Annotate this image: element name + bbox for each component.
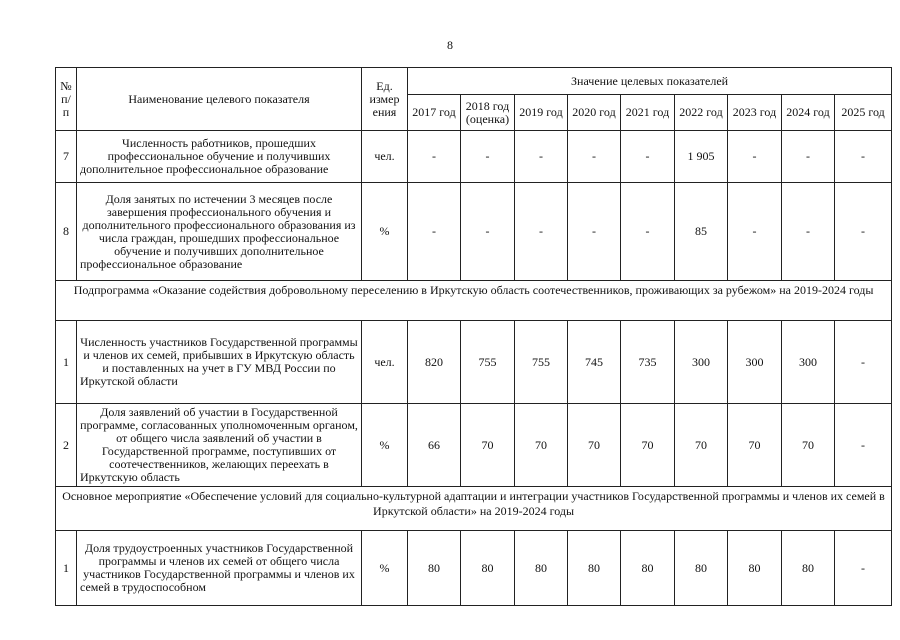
value-cell: 300: [728, 321, 782, 404]
section-title: Подпрограмма «Оказание содействия добровольному переселению в Иркутскую область соотечественников, проживающих за рубежом» на 2019-2024 годы: [56, 281, 892, 321]
value-cell: 735: [621, 321, 675, 404]
value-cell: 80: [408, 531, 461, 606]
page-number: 8: [447, 38, 453, 52]
header-year: 2025 год: [835, 95, 892, 131]
value-cell: -: [515, 131, 568, 183]
header-year: 2024 год: [782, 95, 835, 131]
value-cell: 300: [782, 321, 835, 404]
value-cell: -: [515, 183, 568, 281]
value-cell: 80: [675, 531, 728, 606]
header-year: 2017 год: [408, 95, 461, 131]
header-year: 2020 год: [568, 95, 621, 131]
value-cell: -: [621, 183, 675, 281]
value-cell: -: [408, 131, 461, 183]
header-year: 2021 год: [621, 95, 675, 131]
value-cell: -: [835, 131, 892, 183]
value-cell: 80: [782, 531, 835, 606]
value-cell: -: [568, 183, 621, 281]
value-cell: 66: [408, 404, 461, 487]
value-cell: -: [835, 321, 892, 404]
value-cell: 755: [515, 321, 568, 404]
header-name: Наименование целевого показателя: [77, 68, 362, 131]
header-year: 2019 год: [515, 95, 568, 131]
header-year: 2023 год: [728, 95, 782, 131]
value-cell: -: [782, 183, 835, 281]
target-indicators-table: [55, 67, 892, 606]
value-cell: 70: [461, 404, 515, 487]
value-cell: -: [835, 183, 892, 281]
value-cell: 85: [675, 183, 728, 281]
indicator-name: Доля заявлений об участии в Государственной программе, согласованных уполномоченным органом, от общего числа заявлений об участии в Государственной программе, поступивших от соотечественников, желающих переехать в Иркутскую область: [77, 404, 362, 487]
value-cell: 1 905: [675, 131, 728, 183]
value-cell: -: [782, 131, 835, 183]
value-cell: 755: [461, 321, 515, 404]
value-cell: 70: [782, 404, 835, 487]
value-cell: 70: [515, 404, 568, 487]
row-number: 7: [56, 131, 77, 183]
header-unit: Ед. измер ения: [362, 68, 408, 131]
unit-cell: %: [362, 531, 408, 606]
header-num: № п/п: [56, 68, 77, 131]
header-year: 2018 год (оценка): [461, 95, 515, 131]
table-row: [56, 531, 892, 606]
indicator-name: Доля трудоустроенных участников Государственной программы и членов их семей от общего числа участников Государственной программы и членов их семей в трудоспособном: [77, 531, 362, 606]
row-number: 1: [56, 531, 77, 606]
table-row: [56, 321, 892, 404]
value-cell: -: [568, 131, 621, 183]
unit-cell: %: [362, 183, 408, 281]
value-cell: -: [728, 131, 782, 183]
indicator-name: Численность работников, прошедших профессиональное обучение и получивших дополнительное профессиональное образование: [77, 131, 362, 183]
section-title: Основное мероприятие «Обеспечение условий для социально-культурной адаптации и интеграции участников Государственной программы и членов их семей в Иркутской области» на 2019-2024 годы: [56, 487, 892, 531]
value-cell: -: [408, 183, 461, 281]
value-cell: -: [728, 183, 782, 281]
table-row: [56, 404, 892, 487]
value-cell: -: [835, 531, 892, 606]
value-cell: -: [461, 131, 515, 183]
value-cell: 80: [728, 531, 782, 606]
indicator-name: Численность участников Государственной программы и членов их семей, прибывших в Иркутскую область и поставленных на учет в ГУ МВД России по Иркутской области: [77, 321, 362, 404]
value-cell: 80: [568, 531, 621, 606]
value-cell: 820: [408, 321, 461, 404]
unit-cell: чел.: [362, 321, 408, 404]
value-cell: -: [461, 183, 515, 281]
value-cell: -: [835, 404, 892, 487]
indicator-name: Доля занятых по истечении 3 месяцев после завершения профессионального обучения и дополнительного профессионального образования из числа граждан, прошедших профессиональное обучение и получивших дополнительное профессиональное образование: [77, 183, 362, 281]
value-cell: 745: [568, 321, 621, 404]
header-year: 2022 год: [675, 95, 728, 131]
value-cell: 80: [461, 531, 515, 606]
row-number: 8: [56, 183, 77, 281]
value-cell: 70: [568, 404, 621, 487]
row-number: 2: [56, 404, 77, 487]
table-row: [56, 131, 892, 183]
section-row: [56, 487, 892, 531]
value-cell: 80: [621, 531, 675, 606]
unit-cell: %: [362, 404, 408, 487]
value-cell: 70: [728, 404, 782, 487]
unit-cell: чел.: [362, 131, 408, 183]
section-row: [56, 281, 892, 321]
value-cell: 70: [675, 404, 728, 487]
row-number: 1: [56, 321, 77, 404]
header-values-title: Значение целевых показателей: [408, 68, 892, 95]
table-row: [56, 183, 892, 281]
value-cell: 300: [675, 321, 728, 404]
value-cell: 70: [621, 404, 675, 487]
value-cell: -: [621, 131, 675, 183]
value-cell: 80: [515, 531, 568, 606]
